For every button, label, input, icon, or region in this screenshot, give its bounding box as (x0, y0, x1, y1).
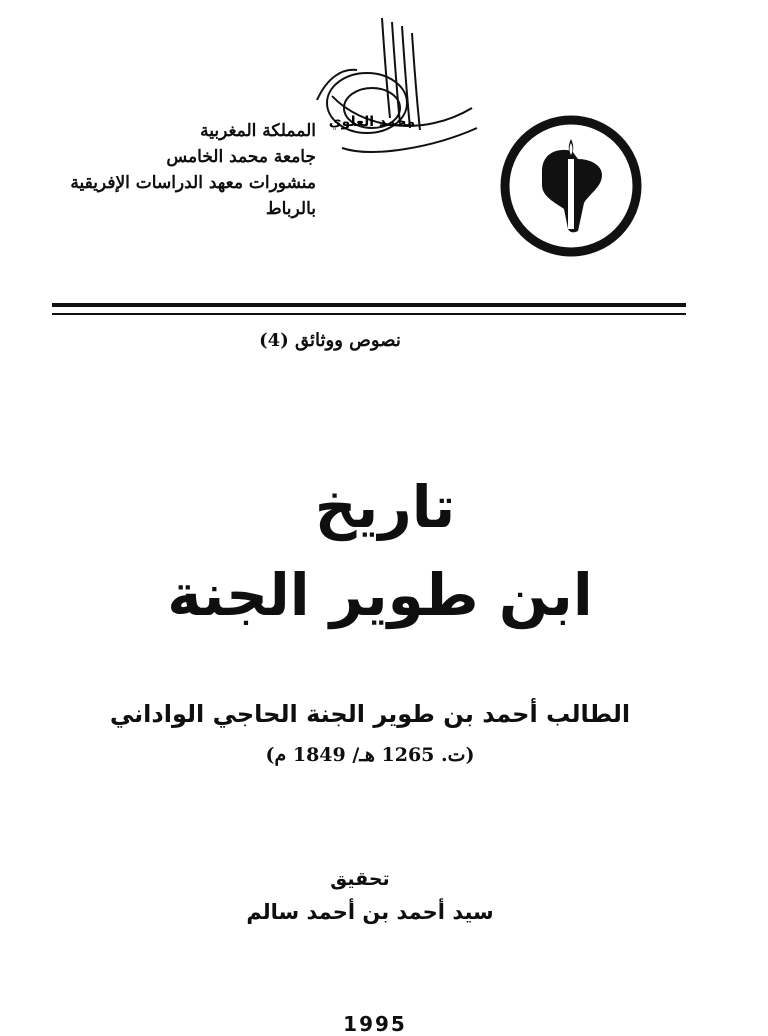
publisher-institute: منشورات معهد الدراسات الإفريقية (70, 173, 316, 193)
publisher-city: بالرباط (265, 199, 316, 219)
book-title-line2: ابن طوير الجنة (167, 561, 593, 629)
author-dates: (ت. 1265 هـ/ 1849 م) (265, 744, 475, 766)
publication-year: 1995 (343, 1012, 407, 1036)
editor-name: سيد أحمد بن أحمد سالم (246, 900, 494, 924)
institute-logo (498, 113, 644, 259)
divider-thick (52, 303, 686, 307)
series-label: نصوص ووثائق (4) (259, 330, 401, 351)
publisher-country: المملكة المغربية (200, 121, 316, 141)
author-name: الطالب أحمد بن طوير الجنة الحاجي الواداني (109, 700, 631, 728)
divider-thin (52, 313, 686, 315)
royal-seal-icon (312, 8, 482, 173)
publisher-university: جامعة محمد الخامس (166, 147, 316, 167)
royal-seal-emblem (312, 8, 482, 173)
editor-label: تحقيق (330, 868, 390, 890)
publisher-block (40, 118, 316, 222)
institute-logo-icon (498, 113, 644, 259)
seal-text: محمد العلوي (328, 114, 416, 130)
book-title-line1: تاريخ (314, 473, 456, 541)
